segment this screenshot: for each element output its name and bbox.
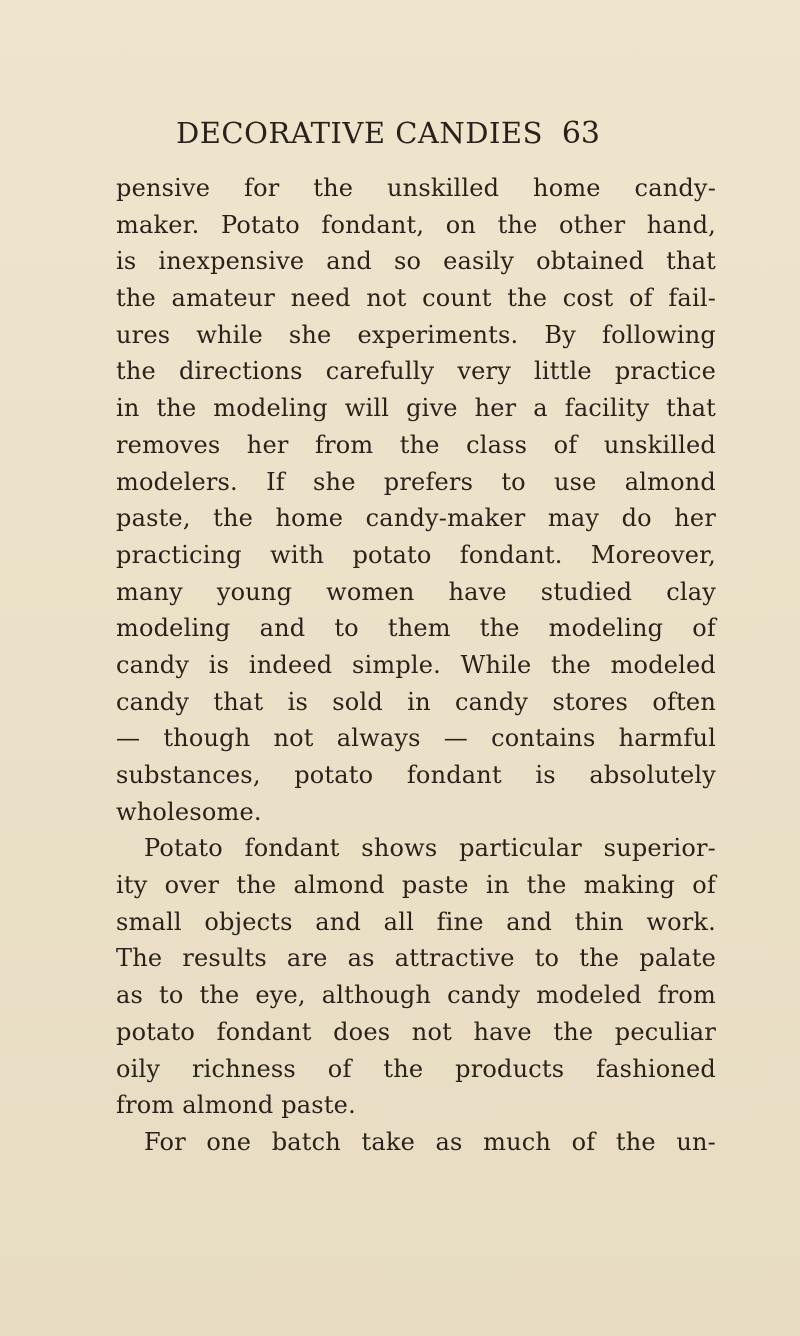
paragraph-start-line: Potato fondant shows particular superior-	[144, 834, 716, 863]
text-line: many young women have studied clay	[116, 577, 716, 606]
text-line: wholesome.	[116, 797, 262, 826]
text-line: the directions carefully very little practice	[116, 357, 716, 386]
text-line: substances, potato fondant is absolutely	[116, 761, 716, 789]
text-line: The results are as attractive to the palate	[116, 944, 716, 973]
paragraph-start-line: For one batch take as much of the un-	[144, 1127, 716, 1156]
text-line: potato fondant does not have the peculiar	[116, 1017, 716, 1046]
text-line: small objects and all fine and thin work.	[116, 907, 716, 936]
text-line: — though not always — contains harmful	[116, 724, 716, 753]
text-line: oily richness of the products fashioned	[116, 1054, 716, 1083]
text-line: ity over the almond paste in the making of	[116, 871, 716, 900]
text-line: as to the eye, although candy modeled from	[116, 981, 716, 1010]
text-line: the amateur need not count the cost of fail-	[116, 284, 716, 313]
text-line: modeling and to them the modeling of	[116, 614, 716, 643]
text-line: maker. Potato fondant, on the other hand,	[116, 210, 716, 239]
text-line: in the modeling will give her a facility that	[116, 394, 716, 423]
text-line: is inexpensive and so easily obtained that	[116, 247, 716, 276]
text-line: candy is indeed simple. While the modeled	[116, 650, 716, 679]
text-line: practicing with potato fondant. Moreover,	[116, 540, 716, 569]
text-line: from almond paste.	[116, 1091, 356, 1120]
text-line: paste, the home candy-maker may do her	[116, 504, 716, 533]
text-line: modelers. If she prefers to use almond	[116, 467, 716, 496]
page-number: 63	[561, 116, 600, 151]
text-line: ures while she experiments. By following	[116, 320, 716, 349]
running-head: DECORATIVE CANDIES	[176, 116, 543, 150]
body-text	[116, 170, 716, 1161]
page-header	[176, 116, 600, 160]
text-line: candy that is sold in candy stores often	[116, 687, 716, 716]
text-line: pensive for the unskilled home candy-	[116, 174, 716, 202]
text-line: removes her from the class of unskilled	[116, 430, 716, 459]
